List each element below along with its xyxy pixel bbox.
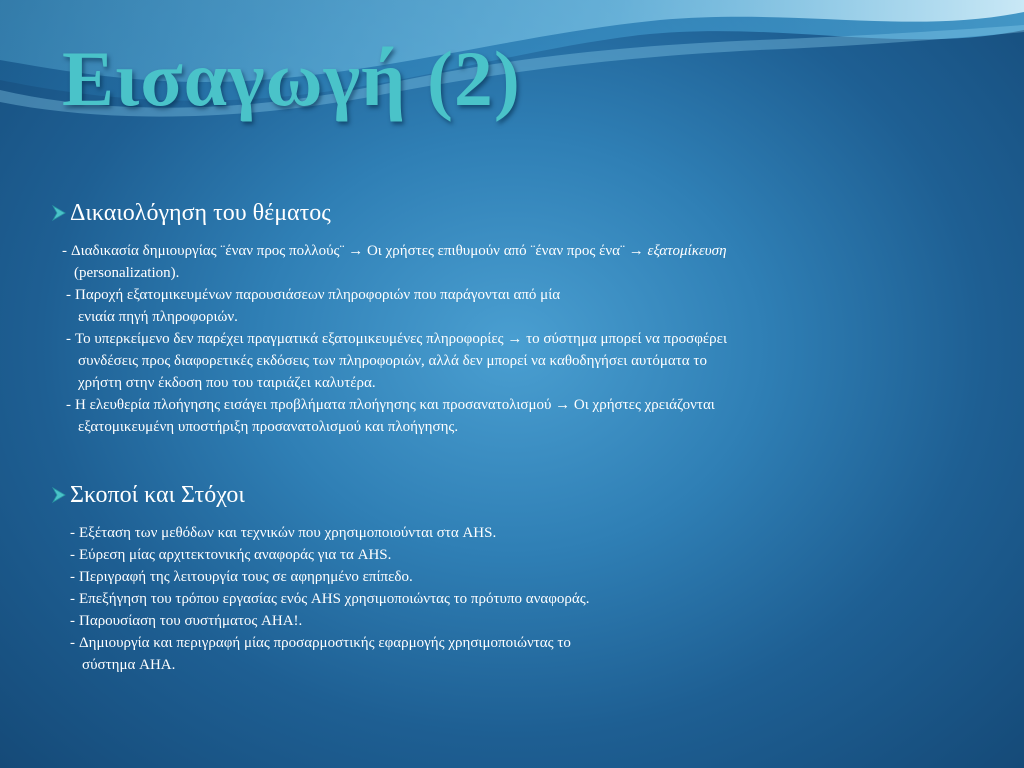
list-item — [66, 394, 916, 438]
item-text-continued: χρήστη στην έκδοση που του ταιριάζει καλυτέρα. — [78, 375, 376, 391]
section-heading — [52, 198, 916, 228]
dash: - — [66, 331, 71, 347]
section-justification — [52, 198, 916, 438]
section-heading-text: Σκοποί και Στόχοι — [70, 482, 245, 508]
list-item — [70, 544, 890, 566]
item-emphasis: εξατομίκευση — [647, 243, 727, 259]
dash: - — [62, 243, 67, 259]
section-heading-text: Δικαιολόγηση του θέματος — [70, 200, 331, 226]
item-text: Επεξήγηση του τρόπου εργασίας ενός AHS χρησιμοποιώντας το πρότυπο αναφοράς. — [79, 591, 590, 607]
dash: - — [70, 547, 75, 563]
goals-list — [70, 522, 890, 676]
item-text: Εύρεση μίας αρχιτεκτονικής αναφοράς για τα AHS. — [79, 547, 392, 563]
slide-title: Εισαγωγή (2) — [62, 35, 521, 122]
item-text-continued: σύστημα AHA. — [82, 657, 176, 673]
item-text: Διαδικασία δημιουργίας ¨έναν προς πολλούς¨ → Οι χρήστες επιθυμούν από ¨έναν προς ένα¨ → — [71, 243, 644, 259]
dash: - — [66, 287, 71, 303]
dash: - — [66, 397, 71, 413]
item-text-continued: συνδέσεις προς διαφορετικές εκδόσεις των πληροφοριών, αλλά δεν μπορεί να καθοδηγήσει αυτόματα το — [78, 353, 707, 369]
list-item — [70, 632, 890, 676]
section-heading — [52, 480, 890, 510]
item-text: Εξέταση των μεθόδων και τεχνικών που χρησιμοποιούνται στα AHS. — [79, 525, 497, 541]
arrow-bullet-icon — [52, 487, 66, 503]
dash: - — [70, 591, 75, 607]
dash: - — [70, 569, 75, 585]
item-text: Δημιουργία και περιγραφή μίας προσαρμοστικής εφαρμογής χρησιμοποιώντας το — [79, 635, 571, 651]
dash: - — [70, 613, 75, 629]
list-item — [70, 588, 890, 610]
item-text: Περιγραφή της λειτουργία τους σε αφηρημένο επίπεδο. — [79, 569, 413, 585]
dash: - — [70, 635, 75, 651]
item-text: Παρουσίαση του συστήματος AHA!. — [79, 613, 303, 629]
justification-list — [62, 240, 916, 438]
section-goals — [52, 480, 890, 676]
item-text: Το υπερκείμενο δεν παρέχει πραγματικά εξατομικευμένες πληροφορίες → το σύστημα μπορεί να προσφέρει — [75, 331, 727, 347]
list-item — [70, 566, 890, 588]
item-text: Η ελευθερία πλοήγησης εισάγει προβλήματα πλοήγησης και προσανατολισμού → Οι χρήστες χρειάζονται — [75, 397, 715, 413]
list-item — [62, 240, 916, 284]
list-item — [70, 610, 890, 632]
item-text-continued: (personalization). — [74, 265, 180, 281]
item-text-continued: ενιαία πηγή πληροφοριών. — [78, 309, 238, 325]
item-text-continued: εξατομικευμένη υποστήριξη προσανατολισμού και πλοήγησης. — [78, 419, 459, 435]
list-item — [66, 284, 916, 328]
list-item — [66, 328, 916, 394]
item-text: Παροχή εξατομικευμένων παρουσιάσεων πληροφοριών που παράγονται από μία — [75, 287, 561, 303]
arrow-bullet-icon — [52, 205, 66, 221]
list-item — [70, 522, 890, 544]
dash: - — [70, 525, 75, 541]
